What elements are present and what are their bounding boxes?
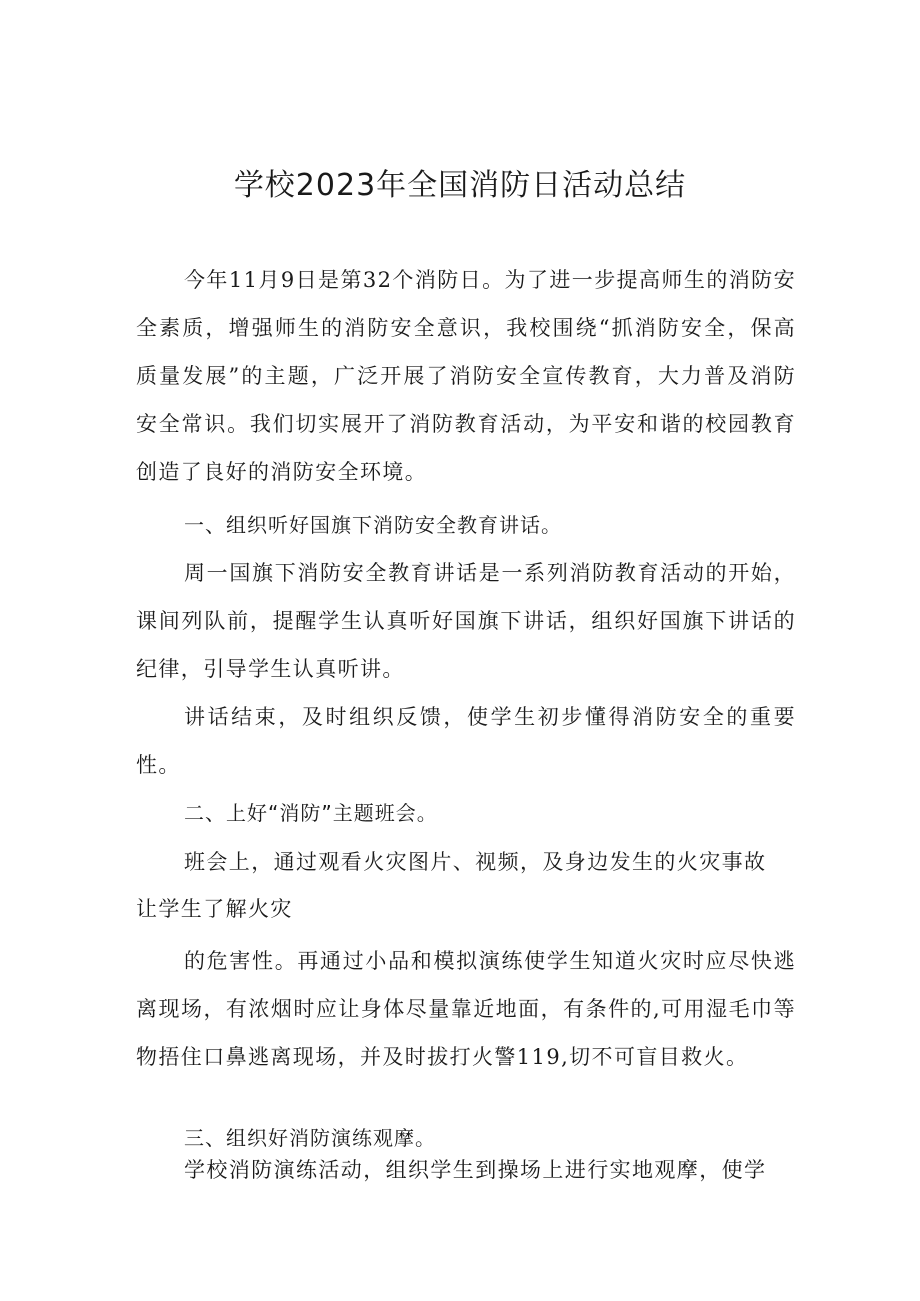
section-1-heading: 一、组织听好国旗下消防安全教育讲话。 [184,513,562,537]
intro-paragraph: 今年11月9日是第32个消防日。为了进一步提高师生的消防安全素质，增强师生的消防安全意识，我校围绕“抓消防安全，保高质量发展”的主题，广泛开展了消防安全宣传教育，大力普及消防安全常识。我们切实展开了消防教育活动，为平安和谐的校园教育创造了良好的消防安全环境。 [136,268,796,484]
section-1-paragraph-1: 周一国旗下消防安全教育讲话是一系列消防教育活动的开始，课间列队前，提醒学生认真听好国旗下讲话，组织好国旗下讲话的纪律，引导学生认真听讲。 [136,561,796,681]
section-2-paragraph-1-line-1: 班会上，通过观看火灾图片、视频，及身边发生的火灾事故 [184,850,767,874]
document-title: 学校2023年全国消防日活动总结 [233,168,687,203]
section-2-paragraph-2: 的危害性。再通过小品和模拟演练使学生知道火灾时应尽快逃离现场，有浓烟时应让身体尽量靠近地面，有条件的,可用湿毛巾等物捂住口鼻逃离现场，并及时拔打火警119,切不可盲目救火。 [136,949,796,1069]
section-2-heading: 二、上好“消防”主题班会。 [184,801,438,825]
section-3-heading: 三、组织好消防演练观摩。 [184,1126,436,1150]
section-2-paragraph-1-line-2: 让学生了解火灾 [136,897,293,921]
section-1-paragraph-2: 讲话结束，及时组织反馈，使学生初步懂得消防安全的重要性。 [136,705,796,777]
section-3-paragraph-1: 学校消防演练活动，组织学生到操场上进行实地观摩，使学 [184,1158,767,1182]
